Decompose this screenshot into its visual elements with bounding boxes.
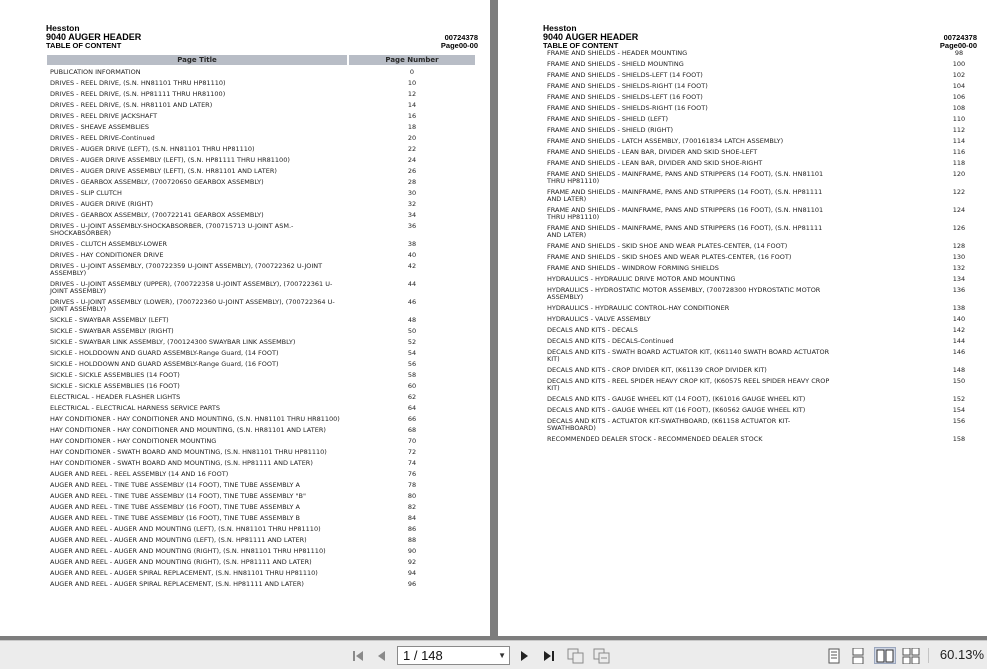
document-number: 00724378 xyxy=(943,33,977,42)
toc-entry-title: DRIVES - SHEAVE ASSEMBLIES xyxy=(50,123,150,131)
toc-entry-title: DRIVES - HAY CONDITIONER DRIVE xyxy=(50,251,164,259)
next-page-icon[interactable] xyxy=(518,647,532,664)
toc-entry-page-number: 122 xyxy=(952,188,966,196)
toc-entry-page-number: 96 xyxy=(407,580,417,588)
toc-entry-title: HYDRAULICS - HYDRAULIC DRIVE MOTOR AND MOUNTING xyxy=(547,275,736,283)
toc-entry-title: FRAME AND SHIELDS - SHIELDS-LEFT (16 FOOT) xyxy=(547,93,703,101)
toc-entry[interactable] xyxy=(547,303,967,314)
toc-entry[interactable] xyxy=(50,568,470,579)
toc-entry-page-number: 126 xyxy=(952,224,966,232)
toc-entry-title: DECALS AND KITS - REEL SPIDER HEAVY CROP KIT, (K60575 REEL SPIDER HEAVY CROP KIT) xyxy=(547,377,830,392)
document-title: 9040 AUGER HEADER xyxy=(543,32,639,42)
toc-entry-title: FRAME AND SHIELDS - HEADER MOUNTING xyxy=(547,49,688,57)
toc-entry[interactable] xyxy=(547,187,967,205)
first-page-icon[interactable] xyxy=(350,647,366,664)
two-page-continuous-view-icon[interactable] xyxy=(902,647,920,664)
chevron-down-icon: ▼ xyxy=(498,651,506,660)
column-header-page-title: Page Title xyxy=(46,54,348,66)
toc-entry[interactable] xyxy=(547,70,967,81)
pdf-toolbar xyxy=(0,640,987,669)
toc-entry-page-number: 108 xyxy=(952,104,966,112)
toc-entry-title: FRAME AND SHIELDS - LATCH ASSEMBLY, (700161834 LATCH ASSEMBLY) xyxy=(547,137,784,145)
toc-entry-title: HAY CONDITIONER - SWATH BOARD AND MOUNTING, (S.N. HP81111 AND LATER) xyxy=(50,459,313,467)
toc-entry-title: DECALS AND KITS - GAUGE WHEEL KIT (14 FOOT), (K61016 GAUGE WHEEL KIT) xyxy=(547,395,806,403)
toc-entry[interactable] xyxy=(50,524,470,535)
toc-entry-title: FRAME AND SHIELDS - SKID SHOES AND WEAR PLATES-CENTER, (16 FOOT) xyxy=(547,253,792,261)
toc-entry-title: FRAME AND SHIELDS - MAINFRAME, PANS AND STRIPPERS (14 FOOT), (S.N. HN81101 THRU HP81110) xyxy=(547,170,824,185)
toc-entry[interactable] xyxy=(50,579,470,590)
toc-entry[interactable] xyxy=(547,147,967,158)
toc-entry-title: AUGER AND REEL - TINE TUBE ASSEMBLY (14 FOOT), TINE TUBE ASSEMBLY A xyxy=(50,481,300,489)
toc-entry-page-number: 78 xyxy=(407,481,417,489)
toc-entry-title: FRAME AND SHIELDS - LEAN BAR, DIVIDER AND SKID SHOE-LEFT xyxy=(547,148,758,156)
toc-entry-page-number: 114 xyxy=(952,137,966,145)
toc-entry-page-number: 158 xyxy=(952,435,966,443)
toc-entry-page-number: 54 xyxy=(407,349,417,357)
toc-entry-page-number: 112 xyxy=(952,126,966,134)
two-page-view-icon[interactable] xyxy=(874,647,896,664)
toc-entry-page-number: 68 xyxy=(407,426,417,434)
toc-entry-page-number: 34 xyxy=(407,211,417,219)
toc-entry-page-number: 94 xyxy=(407,569,417,577)
toc-entry-title: FRAME AND SHIELDS - SHIELD (LEFT) xyxy=(547,115,668,123)
toc-entry-page-number: 100 xyxy=(952,60,966,68)
toc-entry[interactable] xyxy=(50,155,470,166)
toc-entry-page-number: 50 xyxy=(407,327,417,335)
toc-entry[interactable] xyxy=(547,81,967,92)
toc-entry-title: DRIVES - REEL DRIVE, (S.N. HP81111 THRU HR81100) xyxy=(50,90,226,98)
page-indicator: 1 / 148 xyxy=(403,648,443,663)
toc-entry[interactable] xyxy=(547,336,967,347)
toc-entry[interactable] xyxy=(547,434,967,445)
toc-list-right xyxy=(547,48,967,445)
toc-entry-page-number: 104 xyxy=(952,82,966,90)
fit-page-icon[interactable] xyxy=(567,647,585,664)
toc-entry[interactable] xyxy=(50,469,470,480)
toc-entry-title: HAY CONDITIONER - HAY CONDITIONER AND MOUNTING, (S.N. HR81101 AND LATER) xyxy=(50,426,326,434)
toc-entry-page-number: 44 xyxy=(407,280,417,288)
toc-entry-page-number: 60 xyxy=(407,382,417,390)
toc-entry-title: DRIVES - U-JOINT ASSEMBLY-SHOCKABSORBER, (700715713 U-JOINT ASM.-SHOCKABSORBER) xyxy=(50,222,294,237)
page-code: Page00-00 xyxy=(939,41,977,50)
toc-entry-title: ELECTRICAL - HEADER FLASHER LIGHTS xyxy=(50,393,181,401)
toc-entry-title: HAY CONDITIONER - HAY CONDITIONER MOUNTING xyxy=(50,437,217,445)
toc-entry-title: SICKLE - SICKLE ASSEMBLIES (14 FOOT) xyxy=(50,371,180,379)
toc-entry-title: DRIVES - AUGER DRIVE ASSEMBLY (LEFT), (S.N. HR81101 AND LATER) xyxy=(50,167,277,175)
toc-entry-title: DECALS AND KITS - DECALS xyxy=(547,326,638,334)
toc-entry-title: SICKLE - HOLDDOWN AND GUARD ASSEMBLY-Range Guard, (14 FOOT) xyxy=(50,349,279,357)
toc-entry-page-number: 138 xyxy=(952,304,966,312)
toc-entry-page-number: 86 xyxy=(407,525,417,533)
toc-entry[interactable] xyxy=(50,177,470,188)
toc-entry-page-number: 120 xyxy=(952,170,966,178)
toc-entry-page-number: 134 xyxy=(952,275,966,283)
toc-entry[interactable] xyxy=(50,122,470,133)
toc-entry-page-number: 48 xyxy=(407,316,417,324)
toc-entry[interactable] xyxy=(50,78,470,89)
toc-entry-page-number: 154 xyxy=(952,406,966,414)
toc-entry-title: DECALS AND KITS - DECALS-Continued xyxy=(547,337,674,345)
toc-entry-page-number: 144 xyxy=(952,337,966,345)
toc-entry-page-number: 110 xyxy=(952,115,966,123)
single-page-view-icon[interactable] xyxy=(826,647,842,664)
fit-width-icon[interactable] xyxy=(593,647,611,664)
toc-entry[interactable] xyxy=(547,394,967,405)
toc-entry[interactable] xyxy=(50,100,470,111)
toc-entry[interactable] xyxy=(50,447,470,458)
toc-entry-page-number: 102 xyxy=(952,71,966,79)
toc-entry-page-number: 150 xyxy=(952,377,966,385)
toc-entry-page-number: 116 xyxy=(952,148,966,156)
toc-entry[interactable] xyxy=(50,425,470,436)
toc-entry-page-number: 84 xyxy=(407,514,417,522)
toc-entry[interactable] xyxy=(50,491,470,502)
toc-entry-title: DECALS AND KITS - GAUGE WHEEL KIT (16 FOOT), (K60562 GAUGE WHEEL KIT) xyxy=(547,406,806,414)
toc-entry-title: FRAME AND SHIELDS - MAINFRAME, PANS AND STRIPPERS (16 FOOT), (S.N. HN81101 THRU HP81110) xyxy=(547,206,824,221)
toc-entry[interactable] xyxy=(50,144,470,155)
toc-entry-page-number: 18 xyxy=(407,123,417,131)
toc-entry-page-number: 20 xyxy=(407,134,417,142)
page-number-select[interactable] xyxy=(397,646,510,665)
toc-entry[interactable] xyxy=(50,210,470,221)
toc-entry[interactable] xyxy=(50,414,470,425)
toc-entry[interactable] xyxy=(50,546,470,557)
toc-entry[interactable] xyxy=(50,166,470,177)
toc-entry-title: DRIVES - REEL DRIVE JACKSHAFT xyxy=(50,112,158,120)
toc-entry-page-number: 152 xyxy=(952,395,966,403)
toc-entry[interactable] xyxy=(547,365,967,376)
toc-entry[interactable] xyxy=(547,263,967,274)
toc-entry-title: SICKLE - SWAYBAR LINK ASSEMBLY, (700124300 SWAYBAR LINK ASSEMBLY) xyxy=(50,338,296,346)
column-header-page-number: Page Number xyxy=(348,54,476,66)
toc-entry[interactable] xyxy=(547,223,967,241)
toc-entry[interactable] xyxy=(50,188,470,199)
toc-entry-page-number: 32 xyxy=(407,200,417,208)
toc-entry-title: FRAME AND SHIELDS - SKID SHOE AND WEAR PLATES-CENTER, (14 FOOT) xyxy=(547,242,788,250)
toc-entry-page-number: 28 xyxy=(407,178,417,186)
toc-entry-title: DRIVES - GEARBOX ASSEMBLY, (700720650 GEARBOX ASSEMBLY) xyxy=(50,178,264,186)
toc-entry[interactable] xyxy=(547,158,967,169)
toc-entry-page-number: 26 xyxy=(407,167,417,175)
toc-entry[interactable] xyxy=(50,480,470,491)
toc-entry[interactable] xyxy=(547,314,967,325)
brand-name: Hesston xyxy=(543,23,577,33)
page-code: Page00-00 xyxy=(440,41,478,50)
toc-entry[interactable] xyxy=(50,279,470,297)
toc-entry-page-number: 30 xyxy=(407,189,417,197)
toc-entry-title: FRAME AND SHIELDS - SHIELD (RIGHT) xyxy=(547,126,673,134)
toc-entry[interactable] xyxy=(547,274,967,285)
toc-entry[interactable] xyxy=(50,359,470,370)
toc-entry-title: FRAME AND SHIELDS - SHIELDS-RIGHT (14 FOOT) xyxy=(547,82,708,90)
toc-entry-title: DRIVES - AUGER DRIVE ASSEMBLY (LEFT), (S.N. HP81111 THRU HR81100) xyxy=(50,156,290,164)
toc-entry[interactable] xyxy=(547,125,967,136)
toc-entry-page-number: 90 xyxy=(407,547,417,555)
toc-entry-title: FRAME AND SHIELDS - MAINFRAME, PANS AND STRIPPERS (16 FOOT), (S.N. HP81111 AND LATER) xyxy=(547,224,823,239)
toc-entry-title: AUGER AND REEL - AUGER AND MOUNTING (LEFT), (S.N. HN81101 THRU HP81110) xyxy=(50,525,321,533)
toc-entry-title: DRIVES - U-JOINT ASSEMBLY (UPPER), (700722358 U-JOINT ASSEMBLY), (700722361 U-JOINT ASSEMBLY) xyxy=(50,280,333,295)
toc-entry-page-number: 88 xyxy=(407,536,417,544)
continuous-view-icon[interactable] xyxy=(850,647,866,664)
toc-entry[interactable] xyxy=(50,502,470,513)
toc-entry-page-number: 22 xyxy=(407,145,417,153)
toc-entry[interactable] xyxy=(50,261,470,279)
toc-entry[interactable] xyxy=(547,205,967,223)
toc-entry-title: SICKLE - SICKLE ASSEMBLIES (16 FOOT) xyxy=(50,382,180,390)
toc-entry-page-number: 24 xyxy=(407,156,417,164)
toc-entry-page-number: 0 xyxy=(409,68,415,76)
toolbar-divider xyxy=(928,648,929,663)
toc-entry-page-number: 40 xyxy=(407,251,417,259)
brand-name: Hesston xyxy=(46,23,80,33)
document-subtitle: TABLE OF CONTENT xyxy=(46,41,122,50)
toc-entry-title: PUBLICATION INFORMATION xyxy=(50,68,141,76)
toc-entry-title: HYDRAULICS - HYDRAULIC CONTROL-HAY CONDITIONER xyxy=(547,304,730,312)
toc-entry-title: DRIVES - REEL DRIVE, (S.N. HR81101 AND LATER) xyxy=(50,101,213,109)
toc-entry-page-number: 42 xyxy=(407,262,417,270)
toc-entry[interactable] xyxy=(50,221,470,239)
pdf-page-right xyxy=(498,0,987,636)
toc-entry-page-number: 128 xyxy=(952,242,966,250)
toc-entry-page-number: 118 xyxy=(952,159,966,167)
toc-entry-title: FRAME AND SHIELDS - SHIELDS-LEFT (14 FOOT) xyxy=(547,71,703,79)
toc-entry-title: DRIVES - REEL DRIVE, (S.N. HN81101 THRU HP81110) xyxy=(50,79,226,87)
toc-entry-title: FRAME AND SHIELDS - SHIELD MOUNTING xyxy=(547,60,684,68)
toc-entry-page-number: 142 xyxy=(952,326,966,334)
toc-entry[interactable] xyxy=(50,111,470,122)
toc-entry[interactable] xyxy=(547,48,967,59)
toc-list-left xyxy=(50,67,470,590)
toc-entry[interactable] xyxy=(50,337,470,348)
prev-page-icon[interactable] xyxy=(374,647,388,664)
toc-entry-title: AUGER AND REEL - AUGER AND MOUNTING (RIGHT), (S.N. HP81111 AND LATER) xyxy=(50,558,312,566)
toc-entry-page-number: 64 xyxy=(407,404,417,412)
toc-entry[interactable] xyxy=(50,436,470,447)
toc-entry-page-number: 140 xyxy=(952,315,966,323)
toc-entry-title: AUGER AND REEL - AUGER SPIRAL REPLACEMENT, (S.N. HP81111 AND LATER) xyxy=(50,580,304,588)
toc-entry-title: FRAME AND SHIELDS - LEAN BAR, DIVIDER AND SKID SHOE-RIGHT xyxy=(547,159,763,167)
toc-entry-title: DRIVES - CLUTCH ASSEMBLY-LOWER xyxy=(50,240,168,248)
toc-entry[interactable] xyxy=(50,315,470,326)
toc-entry-page-number: 156 xyxy=(952,417,966,425)
toc-entry-title: SICKLE - SWAYBAR ASSEMBLY (LEFT) xyxy=(50,316,169,324)
toc-entry[interactable] xyxy=(547,376,967,394)
toc-entry-title: HYDRAULICS - HYDROSTATIC MOTOR ASSEMBLY, (700728300 HYDROSTATIC MOTOR ASSEMBLY) xyxy=(547,286,821,301)
toc-entry-title: AUGER AND REEL - REEL ASSEMBLY (14 AND 16 FOOT) xyxy=(50,470,229,478)
toc-entry-page-number: 82 xyxy=(407,503,417,511)
toc-entry-title: DRIVES - U-JOINT ASSEMBLY (LOWER), (700722360 U-JOINT ASSEMBLY), (700722364 U-JOINT ASSEMBLY) xyxy=(50,298,335,313)
toc-entry-page-number: 10 xyxy=(407,79,417,87)
toc-entry[interactable] xyxy=(50,326,470,337)
toc-entry-page-number: 12 xyxy=(407,90,417,98)
toc-entry-page-number: 80 xyxy=(407,492,417,500)
toc-entry[interactable] xyxy=(547,347,967,365)
toc-entry-title: DECALS AND KITS - SWATH BOARD ACTUATOR KIT, (K61140 SWATH BOARD ACTUATOR KIT) xyxy=(547,348,830,363)
toc-entry[interactable] xyxy=(547,136,967,147)
toc-entry-page-number: 58 xyxy=(407,371,417,379)
toc-entry-page-number: 148 xyxy=(952,366,966,374)
toc-entry-page-number: 92 xyxy=(407,558,417,566)
toc-entry[interactable] xyxy=(50,392,470,403)
toc-entry-title: FRAME AND SHIELDS - WINDROW FORMING SHIELDS xyxy=(547,264,719,272)
toc-entry-page-number: 98 xyxy=(954,49,964,57)
toc-entry-page-number: 132 xyxy=(952,264,966,272)
toc-entry-page-number: 16 xyxy=(407,112,417,120)
toc-entry-page-number: 66 xyxy=(407,415,417,423)
last-page-icon[interactable] xyxy=(541,647,557,664)
toc-entry-title: HYDRAULICS - VALVE ASSEMBLY xyxy=(547,315,651,323)
toc-entry-title: DRIVES - REEL DRIVE-Continued xyxy=(50,134,155,142)
toc-entry-title: ELECTRICAL - ELECTRICAL HARNESS SERVICE PARTS xyxy=(50,404,221,412)
toc-entry[interactable] xyxy=(50,370,470,381)
toc-entry[interactable] xyxy=(547,169,967,187)
toc-entry-page-number: 38 xyxy=(407,240,417,248)
pdf-page-left xyxy=(0,0,490,636)
toc-entry[interactable] xyxy=(547,92,967,103)
toc-entry-title: DECALS AND KITS - CROP DIVIDER KIT, (K61139 CROP DIVIDER KIT) xyxy=(547,366,767,374)
toc-entry-title: DRIVES - GEARBOX ASSEMBLY, (700722141 GEARBOX ASSEMBLY) xyxy=(50,211,264,219)
toc-entry-page-number: 106 xyxy=(952,93,966,101)
zoom-level[interactable]: 60.13% xyxy=(939,647,984,662)
toc-entry-title: HAY CONDITIONER - HAY CONDITIONER AND MOUNTING, (S.N. HN81101 THRU HR81100) xyxy=(50,415,340,423)
toc-entry-title: AUGER AND REEL - TINE TUBE ASSEMBLY (16 FOOT), TINE TUBE ASSEMBLY B xyxy=(50,514,300,522)
toc-entry[interactable] xyxy=(50,381,470,392)
toc-entry-page-number: 146 xyxy=(952,348,966,356)
toc-entry-title: DECALS AND KITS - ACTUATOR KIT-SWATHBOARD, (K61158 ACTUATOR KIT-SWATHBOARD) xyxy=(547,417,791,432)
toc-entry-page-number: 36 xyxy=(407,222,417,230)
toc-entry[interactable] xyxy=(50,239,470,250)
toc-entry-page-number: 52 xyxy=(407,338,417,346)
toc-entry-title: AUGER AND REEL - TINE TUBE ASSEMBLY (14 FOOT), TINE TUBE ASSEMBLY "B" xyxy=(50,492,306,500)
toc-entry[interactable] xyxy=(547,59,967,70)
toc-entry[interactable] xyxy=(547,405,967,416)
toc-entry-title: DRIVES - AUGER DRIVE (LEFT), (S.N. HN81101 THRU HP81110) xyxy=(50,145,255,153)
toc-entry[interactable] xyxy=(547,103,967,114)
toc-entry[interactable] xyxy=(547,325,967,336)
toc-entry-title: SICKLE - HOLDDOWN AND GUARD ASSEMBLY-Range Guard, (16 FOOT) xyxy=(50,360,279,368)
toc-entry[interactable] xyxy=(547,114,967,125)
toc-entry[interactable] xyxy=(50,557,470,568)
toc-entry[interactable] xyxy=(50,535,470,546)
toc-entry-title: AUGER AND REEL - AUGER AND MOUNTING (LEFT), (S.N. HP81111 AND LATER) xyxy=(50,536,307,544)
toc-entry[interactable] xyxy=(50,458,470,469)
toc-entry[interactable] xyxy=(50,513,470,524)
toc-entry-page-number: 70 xyxy=(407,437,417,445)
toc-entry-title: DRIVES - SLIP CLUTCH xyxy=(50,189,122,197)
toc-entry-title: SICKLE - SWAYBAR ASSEMBLY (RIGHT) xyxy=(50,327,174,335)
toc-entry-page-number: 72 xyxy=(407,448,417,456)
toc-entry-page-number: 130 xyxy=(952,253,966,261)
toc-entry[interactable] xyxy=(547,416,967,434)
toc-entry-title: RECOMMENDED DEALER STOCK - RECOMMENDED DEALER STOCK xyxy=(547,435,763,443)
toc-entry-title: AUGER AND REEL - TINE TUBE ASSEMBLY (16 FOOT), TINE TUBE ASSEMBLY A xyxy=(50,503,300,511)
document-subtitle: TABLE OF CONTENT xyxy=(543,41,619,50)
toc-entry-page-number: 76 xyxy=(407,470,417,478)
toc-entry-title: FRAME AND SHIELDS - MAINFRAME, PANS AND STRIPPERS (14 FOOT), (S.N. HP81111 AND LATER) xyxy=(547,188,823,203)
toc-entry[interactable] xyxy=(50,133,470,144)
toc-entry[interactable] xyxy=(50,199,470,210)
toc-entry-page-number: 62 xyxy=(407,393,417,401)
toc-entry[interactable] xyxy=(547,285,967,303)
toc-entry-title: AUGER AND REEL - AUGER SPIRAL REPLACEMENT, (S.N. HN81101 THRU HP81110) xyxy=(50,569,318,577)
toc-entry[interactable] xyxy=(547,241,967,252)
toc-entry-page-number: 14 xyxy=(407,101,417,109)
toc-entry-page-number: 74 xyxy=(407,459,417,467)
toc-entry-title: DRIVES - AUGER DRIVE (RIGHT) xyxy=(50,200,153,208)
toc-entry-page-number: 56 xyxy=(407,360,417,368)
toc-entry[interactable] xyxy=(50,250,470,261)
toc-entry[interactable] xyxy=(50,348,470,359)
toc-entry[interactable] xyxy=(50,67,470,78)
toc-entry-page-number: 124 xyxy=(952,206,966,214)
toc-entry-title: DRIVES - U-JOINT ASSEMBLY, (700722359 U-JOINT ASSEMBLY), (700722362 U-JOINT ASSEMBLY) xyxy=(50,262,323,277)
document-title: 9040 AUGER HEADER xyxy=(46,32,142,42)
toc-entry-title: AUGER AND REEL - AUGER AND MOUNTING (RIGHT), (S.N. HN81101 THRU HP81110) xyxy=(50,547,326,555)
toc-entry-page-number: 136 xyxy=(952,286,966,294)
toc-entry[interactable] xyxy=(547,252,967,263)
toc-entry[interactable] xyxy=(50,403,470,414)
toc-entry[interactable] xyxy=(50,297,470,315)
toc-entry-page-number: 46 xyxy=(407,298,417,306)
document-number: 00724378 xyxy=(444,33,478,42)
toc-entry-title: FRAME AND SHIELDS - SHIELDS-RIGHT (16 FOOT) xyxy=(547,104,708,112)
toc-entry-title: HAY CONDITIONER - SWATH BOARD AND MOUNTING, (S.N. HN81101 THRU HP81110) xyxy=(50,448,327,456)
toc-entry[interactable] xyxy=(50,89,470,100)
